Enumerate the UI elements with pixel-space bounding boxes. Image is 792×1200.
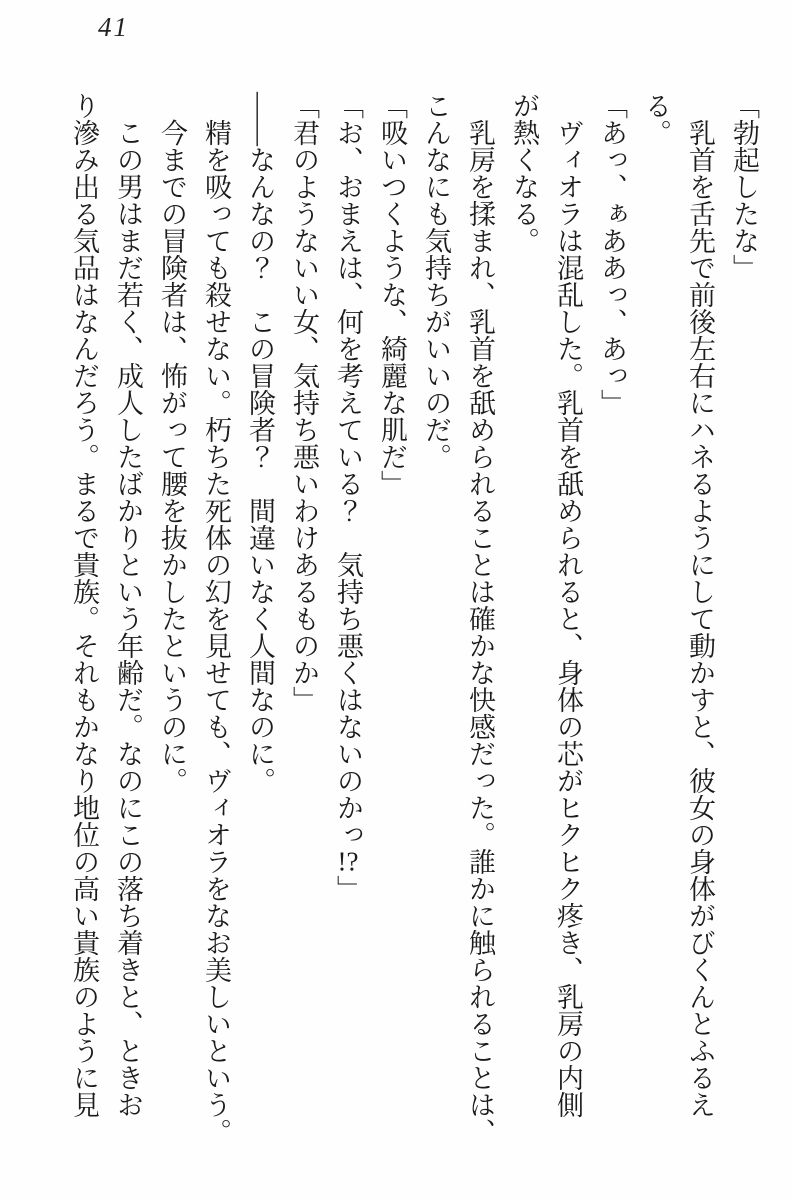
text-line: 「あっ、ぁああっ、あっ」 [597, 92, 627, 416]
text-line: この男はまだ若く、成人したばかりという年齢だ。なのにこの落ち着きと、ときお [113, 92, 143, 1118]
text-line: こんなにも気持ちがいいのだ。 [421, 92, 451, 470]
page-number: 41 [98, 12, 129, 42]
text-line: 「君のようないい女、気持ち悪いわけあるものか」 [289, 92, 319, 713]
text-line: 精を吸っても殺せない。朽ちた死体の幻を見せても、ヴィオラをなお美しいという。 [201, 92, 231, 1145]
text-line: 「お、おまえは、何を考えている？ 気持ち悪くはないのかっ!?」 [333, 92, 363, 902]
text-line: 今までの冒険者は、怖がって腰を抜かしたというのに。 [157, 92, 187, 794]
text-line: り滲み出る気品はなんだろう。まるで貴族。それもかなり地位の高い貴族のように見 [69, 92, 99, 1118]
vertical-text-block [62, 92, 766, 1154]
text-line: ——なんなの？ この冒険者？ 間違いなく人間なのに。 [245, 92, 275, 794]
text-line: 乳首を舌先で前後左右にハネるようにして動かすと、彼女の身体がびくんとふるえ [685, 92, 715, 1118]
text-line: が熱くなる。 [509, 92, 539, 254]
text-line: 「勃起したな」 [729, 92, 759, 281]
text-line: る。 [641, 92, 671, 146]
tcy-exclamation-question: !? [337, 848, 359, 875]
text-line: 「吸いつくような、綺麗な肌だ」 [377, 92, 407, 497]
text-line: ヴィオラは混乱した。乳首を舐められると、身体の芯がヒクヒク疼き、乳房の内側 [553, 92, 583, 1118]
text-line: 乳房を揉まれ、乳首を舐められることは確かな快感だった。誰かに触られることは、 [465, 92, 495, 1145]
